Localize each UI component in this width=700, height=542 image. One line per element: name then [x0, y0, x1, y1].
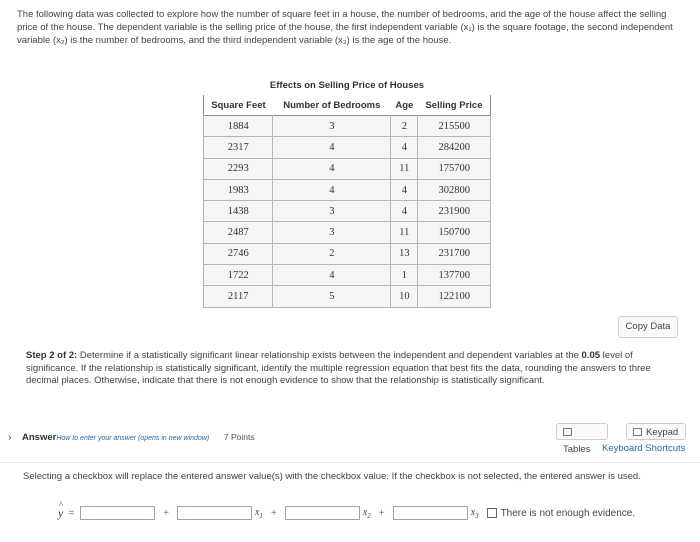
answer-label: Answer	[22, 432, 57, 443]
cell-square-feet: 2317	[204, 137, 273, 158]
table-row	[204, 116, 491, 137]
table-icon	[563, 428, 572, 436]
problem-intro: The following data was collected to explore how the number of square feet in a house, the number of bedrooms, and the age of the house affect the selling price of the house. The dependent variable is the selling price of the house, the first independent variable (x₁) is the square footage, the second independent variable (x₂) is the number of bedrooms, and the third independent variable (x₃) is the age of the house.	[17, 9, 673, 46]
answer-header	[22, 432, 255, 443]
table-row	[204, 286, 491, 307]
cell-selling-price: 175700	[418, 158, 491, 179]
y-hat-symbol: ^ y	[58, 506, 63, 521]
cell-selling-price: 284200	[418, 137, 491, 158]
cell-bedrooms: 4	[273, 179, 391, 200]
cell-selling-price: 302800	[418, 179, 491, 200]
cell-selling-price: 231900	[418, 201, 491, 222]
cell-square-feet: 2746	[204, 243, 273, 264]
table-row	[204, 222, 491, 243]
not-enough-evidence-label[interactable]: There is not enough evidence.	[500, 507, 636, 519]
table-row	[204, 158, 491, 179]
cell-age: 4	[391, 179, 418, 200]
cell-square-feet: 2117	[204, 286, 273, 307]
x3-coefficient-input[interactable]	[393, 506, 468, 520]
cell-bedrooms: 3	[273, 222, 391, 243]
column-header-selling-price: Selling Price	[425, 99, 483, 111]
cell-age: 11	[391, 158, 418, 179]
data-table	[203, 95, 491, 308]
table-row	[204, 265, 491, 286]
cell-age: 2	[391, 116, 418, 137]
cell-bedrooms: 4	[273, 265, 391, 286]
regression-equation-row	[58, 505, 635, 521]
x1-coefficient-input[interactable]	[177, 506, 252, 520]
cell-age: 11	[391, 222, 418, 243]
cell-age: 13	[391, 243, 418, 264]
question-marker-icon: ›	[8, 432, 12, 444]
points-label: 7 Points	[223, 432, 255, 442]
x2-label: $x_2$	[362, 506, 371, 520]
cell-bedrooms: 5	[273, 286, 391, 307]
cell-bedrooms: 3	[273, 116, 391, 137]
cell-square-feet: 1983	[204, 179, 273, 200]
column-header-bedrooms: Number of Bedrooms	[283, 99, 381, 111]
x3-label: $x_3$	[470, 506, 479, 520]
cell-selling-price: 150700	[418, 222, 491, 243]
cell-age: 4	[391, 201, 418, 222]
cell-age: 4	[391, 137, 418, 158]
keypad-button-label: Keypad	[646, 427, 679, 438]
keyboard-shortcuts-link[interactable]: Keyboard Shortcuts	[602, 443, 686, 454]
step-instructions	[26, 350, 676, 388]
answer-help-link[interactable]: How to enter your answer (opens in new window)	[56, 435, 210, 442]
tables-button[interactable]	[556, 423, 608, 455]
significance-level: 0.05	[581, 350, 601, 361]
cell-selling-price: 137700	[418, 265, 491, 286]
step-text-before: Determine if a statistically significant linear relationship exists between the independent and dependent variables at the	[79, 350, 582, 361]
x1-label: $x_1$	[255, 506, 263, 520]
cell-selling-price: 122100	[418, 286, 491, 307]
table-row	[204, 243, 491, 264]
checkbox-note: Selecting a checkbox will replace the entered answer value(s) with the checkbox value. If the checkbox is not selected, the entered answer is used.	[23, 471, 641, 482]
x2-coefficient-input[interactable]	[285, 506, 360, 520]
equals-sign: =	[68, 507, 75, 519]
intercept-input[interactable]	[80, 506, 155, 520]
cell-square-feet: 1438	[204, 201, 273, 222]
plus-sign: +	[163, 507, 170, 519]
data-table-container	[203, 78, 491, 308]
divider	[0, 462, 700, 463]
column-header-age: Age	[395, 99, 414, 111]
table-row	[204, 201, 491, 222]
column-header-square-feet: Square Feet	[211, 99, 266, 111]
cell-bedrooms: 3	[273, 201, 391, 222]
cell-age: 10	[391, 286, 418, 307]
cell-square-feet: 2487	[204, 222, 273, 243]
cell-bedrooms: 2	[273, 243, 391, 264]
cell-bedrooms: 4	[273, 158, 391, 179]
cell-square-feet: 1884	[204, 116, 273, 137]
tables-button-label: Tables	[563, 444, 591, 455]
table-row	[204, 137, 491, 158]
cell-square-feet: 2293	[204, 158, 273, 179]
cell-selling-price: 231700	[418, 243, 491, 264]
cell-age: 1	[391, 265, 418, 286]
not-enough-evidence-checkbox[interactable]	[487, 508, 497, 518]
keypad-button[interactable]	[626, 423, 686, 440]
copy-data-button[interactable]: Copy Data	[618, 316, 678, 338]
cell-bedrooms: 4	[273, 137, 391, 158]
plus-sign: +	[378, 507, 385, 519]
table-row	[204, 179, 491, 200]
step-label: Step 2 of 2:	[26, 350, 78, 361]
step-text-after: level of significance. If the relationship is statistically significant, identify the multiple regression equation that best fits the data, rounding the answers to three decimal places. Otherwise, indicate that there is not enough evidence to show that the relationship is statistically significant.	[26, 350, 651, 386]
table-caption: Effects on Selling Price of Houses	[269, 80, 425, 91]
plus-sign: +	[270, 507, 277, 519]
cell-selling-price: 215500	[418, 116, 491, 137]
cell-square-feet: 1722	[204, 265, 273, 286]
keypad-icon	[633, 428, 642, 436]
